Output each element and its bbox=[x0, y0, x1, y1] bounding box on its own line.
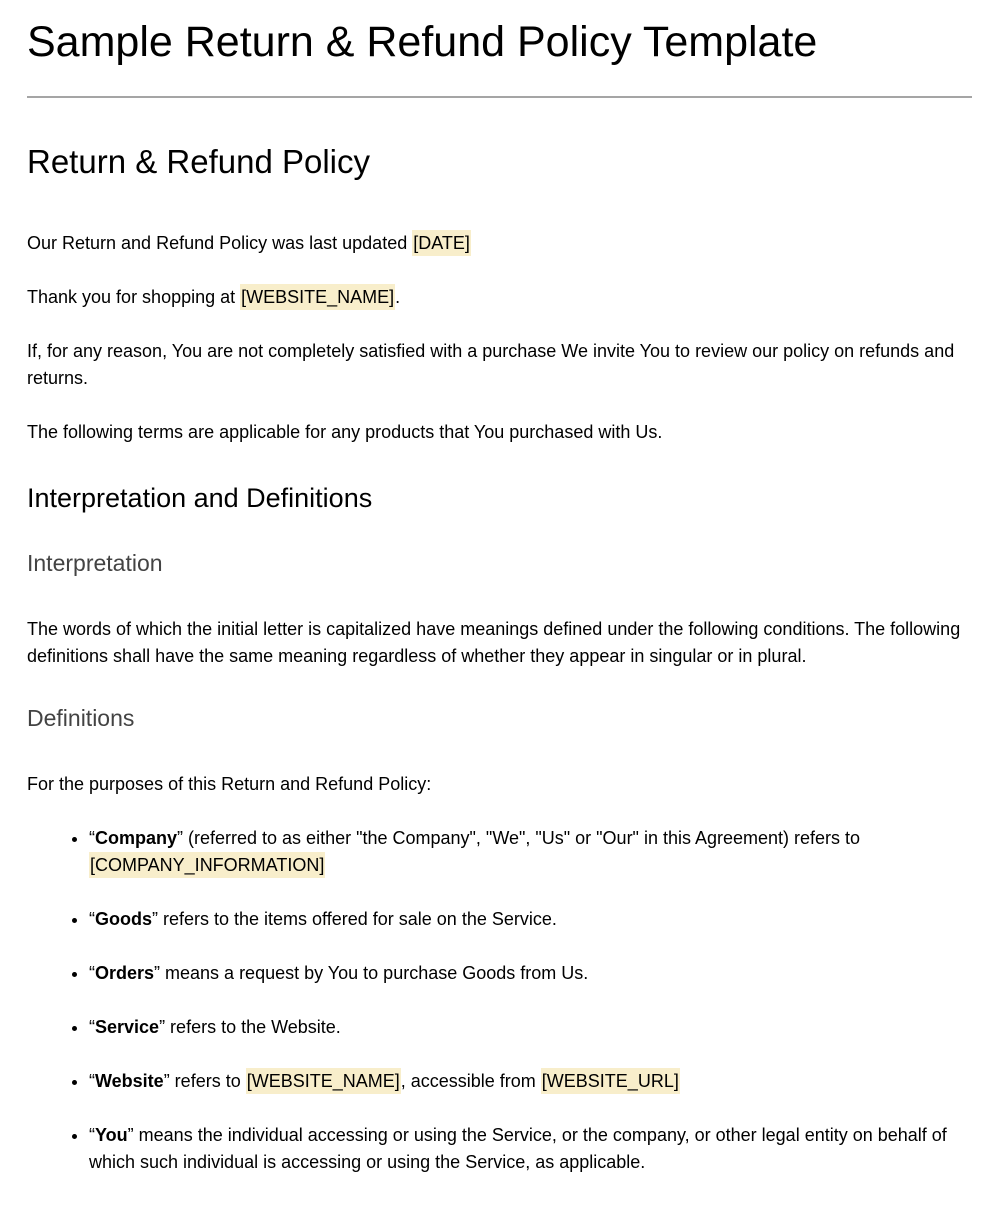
definition-text: ” refers to the items offered for sale on the Service. bbox=[152, 909, 557, 929]
placeholder-website-name: [WEBSITE_NAME] bbox=[246, 1068, 401, 1094]
open-quote: “ bbox=[89, 909, 95, 929]
section-heading-interpretation-and-definitions: Interpretation and Definitions bbox=[27, 483, 373, 513]
definition-text: ” refers to the Website. bbox=[159, 1017, 341, 1037]
subheading-interpretation: Interpretation bbox=[27, 550, 163, 576]
paragraph-definitions-lead: For the purposes of this Return and Refund Policy: bbox=[27, 774, 432, 794]
definition-text: ” means the individual accessing or using the Service, or the company, or other legal entity on behalf of which such individual is accessing or using the Service, as applicable. bbox=[89, 1125, 947, 1172]
placeholder-website-name: [WEBSITE_NAME] bbox=[240, 284, 395, 310]
definition-item-website bbox=[89, 1068, 972, 1095]
open-quote: “ bbox=[89, 1125, 95, 1145]
definition-item-orders bbox=[89, 960, 972, 987]
placeholder-website-url: [WEBSITE_URL] bbox=[541, 1068, 680, 1094]
term-you: You bbox=[95, 1125, 128, 1145]
term-service: Service bbox=[95, 1017, 160, 1037]
paragraph-interpretation-body: The words of which the initial letter is capitalized have meanings defined under the following conditions. The following definitions shall have the same meaning regardless of whether they appear in singular or in plural. bbox=[27, 619, 961, 666]
placeholder-company-information: [COMPANY_INFORMATION] bbox=[89, 852, 325, 878]
open-quote: “ bbox=[89, 1071, 95, 1091]
policy-heading: Return & Refund Policy bbox=[27, 143, 371, 180]
open-quote: “ bbox=[89, 1017, 95, 1037]
paragraph-terms-applicable: The following terms are applicable for any products that You purchased with Us. bbox=[27, 422, 663, 442]
open-quote: “ bbox=[89, 828, 95, 848]
divider bbox=[27, 96, 972, 98]
definition-text-between: , accessible from bbox=[400, 1071, 541, 1091]
subheading-definitions: Definitions bbox=[27, 705, 135, 731]
definition-item-service bbox=[89, 1014, 972, 1041]
open-quote: “ bbox=[89, 963, 95, 983]
placeholder-date: [DATE] bbox=[412, 230, 471, 256]
definition-text: ” (referred to as either "the Company", "We", "Us" or "Our" in this Agreement) refers to bbox=[177, 828, 861, 848]
term-orders: Orders bbox=[95, 963, 155, 983]
last-updated-text: Our Return and Refund Policy was last updated bbox=[27, 233, 413, 253]
definition-item-you bbox=[89, 1122, 972, 1176]
paragraph-satisfaction: If, for any reason, You are not completely satisfied with a purchase We invite You to review our policy on refunds and returns. bbox=[27, 341, 955, 388]
term-goods: Goods bbox=[95, 909, 152, 929]
definition-item-company bbox=[89, 825, 972, 879]
definition-text: ” means a request by You to purchase Goods from Us. bbox=[154, 963, 589, 983]
definition-text: ” refers to bbox=[163, 1071, 246, 1091]
paragraph-last-updated bbox=[27, 230, 972, 257]
paragraph-thank-you bbox=[27, 284, 972, 311]
term-company: Company bbox=[95, 828, 178, 848]
term-website: Website bbox=[95, 1071, 164, 1091]
definition-item-goods bbox=[89, 906, 972, 933]
thank-you-text: Thank you for shopping at bbox=[27, 287, 241, 307]
document-title: Sample Return & Refund Policy Template bbox=[27, 18, 818, 66]
thank-you-tail: . bbox=[395, 287, 401, 307]
definitions-list bbox=[27, 825, 972, 1176]
